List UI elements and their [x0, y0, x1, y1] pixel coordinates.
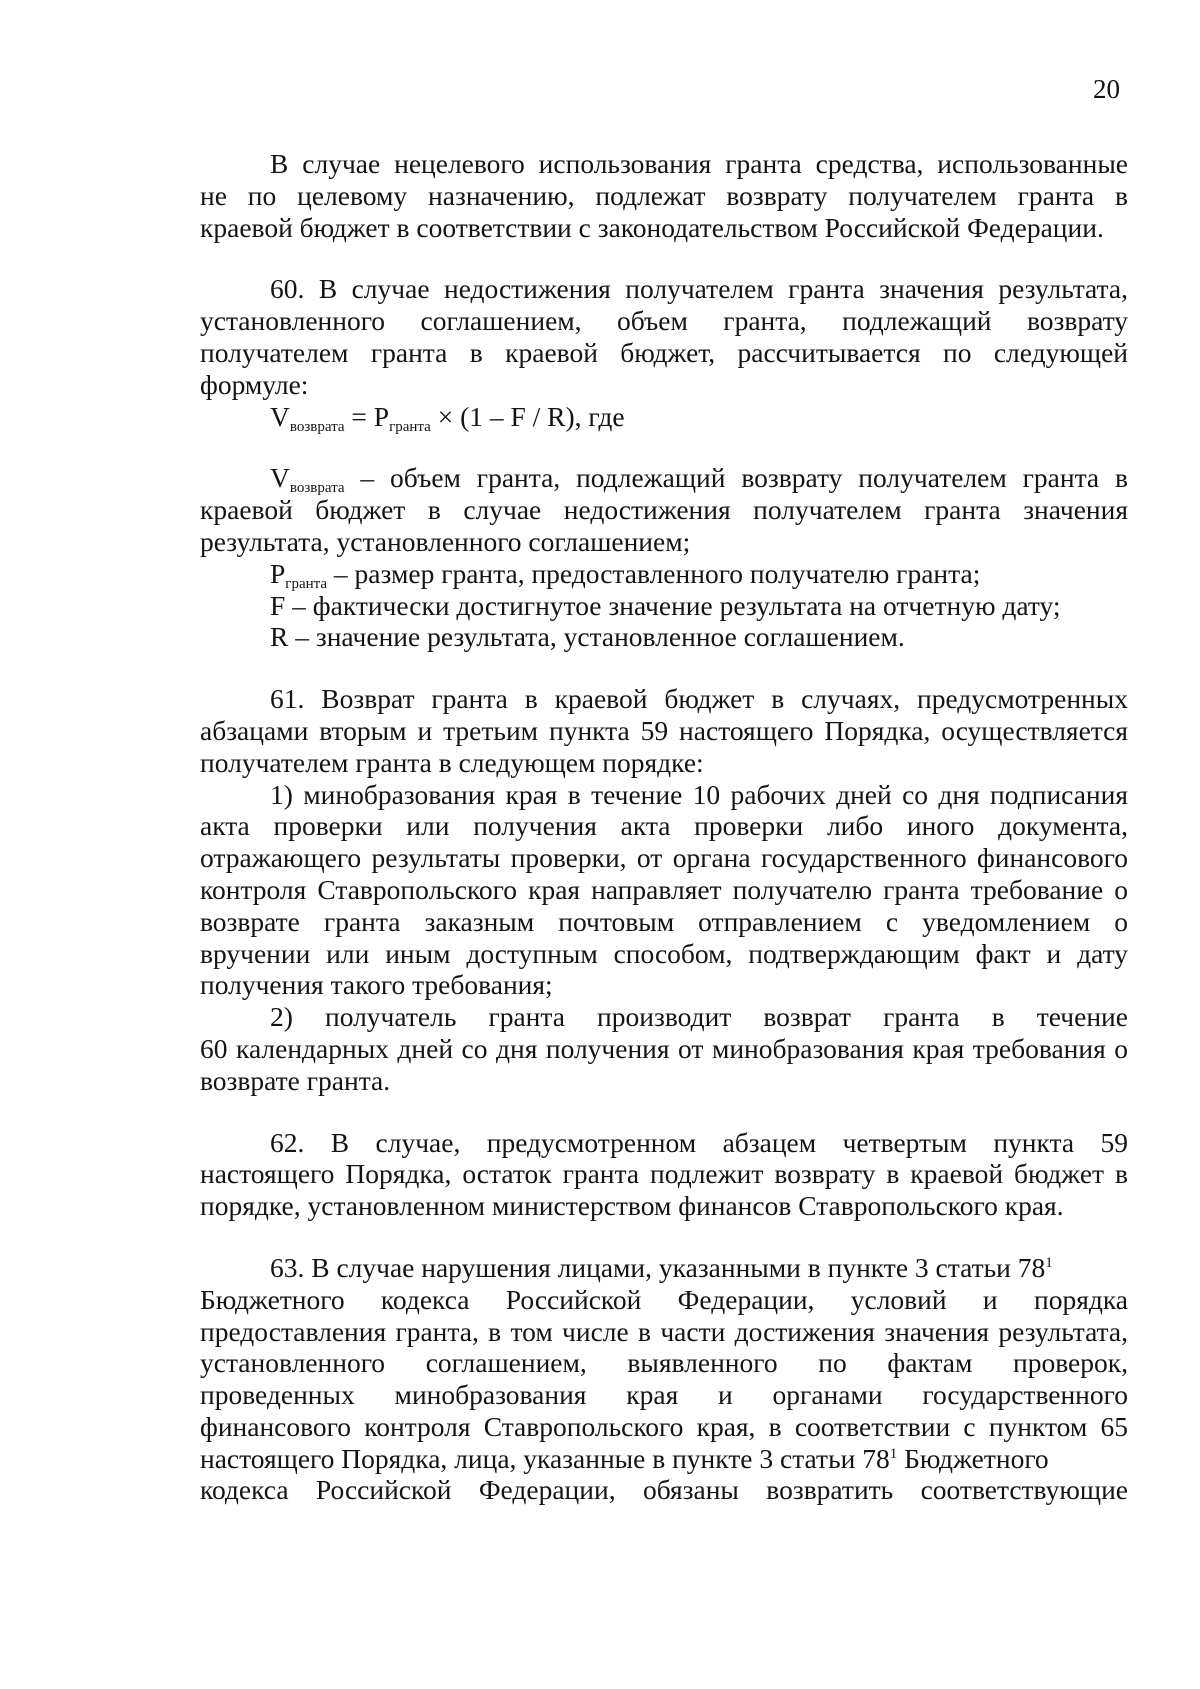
text-line: краевой бюджет в случае недостижения получателем гранта значения [200, 494, 1128, 526]
definition-v [200, 462, 1128, 497]
text-line [200, 1443, 1128, 1475]
formula-definitions [200, 462, 1128, 653]
formula-rest: × (1 – F / R), где [430, 400, 625, 432]
formula-v: V [270, 400, 290, 432]
paragraph-62 [200, 1127, 1128, 1222]
page-number: 20 [1093, 74, 1120, 104]
formula-v-subscript: возврата [289, 418, 345, 435]
text-line: контроля Ставропольского края направляет получателю гранта требование о [200, 873, 1128, 905]
symbol-p-subscript: гранта [285, 575, 328, 592]
text-line: настоящего Порядка, остаток гранта подлежит возврату в краевой бюджет в [200, 1158, 1128, 1190]
definition-f: F – фактически достигнутое значение результата на отчетную дату; [270, 589, 1061, 621]
text-line: получателем гранта в краевой бюджет, рассчитывается по следующей [200, 336, 1128, 368]
text-segment: настоящего Порядка, лица, указанные в пункте 3 статьи 78 [200, 1442, 890, 1474]
paragraph-misuse [200, 148, 1128, 243]
text-line: финансового контроля Ставропольского края, в соответствии с пунктом 65 [200, 1410, 1128, 1442]
text-line: краевой бюджет в соответствии с законодательством Российской Федерации. [200, 211, 1104, 243]
return-formula [200, 401, 1128, 433]
text-line: предоставления гранта, в том числе в части достижения значения результата, [200, 1315, 1128, 1347]
text-line [200, 1252, 1128, 1284]
text-line: не по целевому назначению, подлежат возврату получателем гранта в [200, 179, 1128, 211]
text-line: кодекса Российской Федерации, обязаны возвратить соответствующие [200, 1474, 1128, 1506]
text-line: вручении или иным доступным способом, подтверждающим факт и дату [200, 937, 1128, 969]
text-line: формуле: [200, 368, 309, 400]
text-line: 60 календарных дней со дня получения от минобразования края требования о [200, 1032, 1128, 1064]
text-line: возврате гранта заказным почтовым отправлением с уведомлением о [200, 905, 1128, 937]
text-line: В случае нецелевого использования гранта средства, использованные [270, 148, 1128, 179]
symbol-v-subscript: возврата [289, 480, 345, 497]
text-line: получения такого требования; [200, 969, 553, 1001]
text-line: абзацами вторым и третьим пункта 59 настоящего Порядка, осуществляется [200, 714, 1128, 746]
superscript: 1 [1045, 1254, 1053, 1271]
text-line: порядке, установленном министерством финансов Ставропольского края. [200, 1190, 1064, 1222]
text-line: установленного соглашением, выявленного по фактам проверок, [200, 1347, 1128, 1379]
list-item-1: 1) минобразования края в течение 10 рабочих дней со дня подписания [270, 778, 1128, 810]
paragraph-60 [200, 273, 1128, 400]
text-line: возврате гранта. [200, 1064, 391, 1096]
text-line: 60. В случае недостижения получателем гранта значения результата, [270, 273, 1128, 305]
text-segment: 63. В случае нарушения лицами, указанными в пункте 3 статьи 78 [270, 1251, 1046, 1283]
paragraph-63 [200, 1252, 1128, 1506]
text-line: 61. Возврат гранта в краевой бюджет в случаях, предусмотренных [270, 683, 1128, 715]
text-line: отражающего результаты проверки, от органа государственного финансового [200, 842, 1128, 874]
superscript: 1 [889, 1445, 898, 1462]
symbol-v: V [270, 462, 290, 494]
list-item-2: 2) получатель гранта производит возврат гранта в течение [270, 1001, 1128, 1033]
definition-r: R – значение результата, установленное соглашением. [270, 621, 905, 653]
paragraph-61 [200, 683, 1128, 1096]
text-line: 62. В случае, предусмотренном абзацем четвертым пункта 59 [270, 1126, 1128, 1158]
text-line: установленного соглашением, объем гранта, подлежащий возврату [200, 305, 1128, 337]
formula-p-subscript: гранта [389, 418, 431, 435]
symbol-p: P [270, 557, 286, 589]
formula-p: P [373, 400, 390, 432]
text-line: проведенных минобразования края и органами государственного [200, 1379, 1128, 1411]
formula-eq: = [344, 400, 374, 432]
definition-p [200, 558, 1128, 590]
text-segment: Бюджетного [897, 1442, 1049, 1474]
text-line: – объем гранта, подлежащий возврату получателем гранта в [344, 462, 1128, 494]
text-line: результата, установленного соглашением; [200, 525, 691, 557]
text-line: получателем гранта в следующем порядке: [200, 746, 704, 778]
text-line: Бюджетного кодекса Российской Федерации, условий и порядка [200, 1283, 1128, 1315]
document-body [200, 148, 1128, 1506]
text-line: акта проверки или получения акта проверки либо иного документа, [200, 810, 1128, 842]
text-line: – размер гранта, предоставленного получателю гранта; [327, 557, 981, 589]
